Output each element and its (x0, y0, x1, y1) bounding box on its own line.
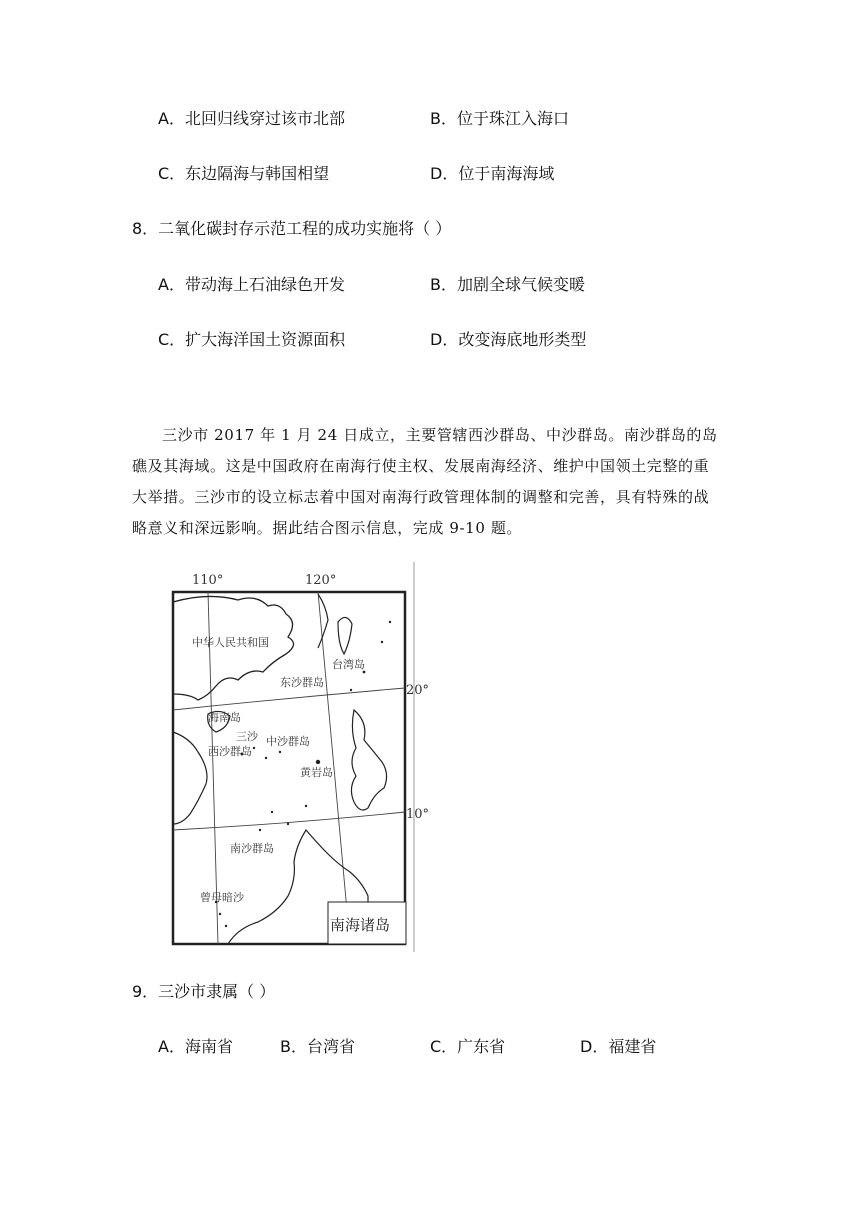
map-label-taiwan: 台湾岛 (332, 658, 365, 671)
q7-option-c: C．东边隔海与韩国相望 (158, 164, 330, 183)
lat-label-20: 20° (406, 683, 430, 698)
map-label-huangyan: 黄岩岛 (300, 766, 333, 779)
passage-text: 三沙市 2017 年 1 月 24 日成立，主要管辖西沙群岛、中沙群岛。南沙群岛的岛礁及其海域。这是中国政府在南海行使主权、发展南海经济、维护中国领土完整的重大举措。三沙市的设立标志着中国对南海行政管理体制的调整和完善，具有特殊的战略意义和深远影响。据此结合图示信息，完成 9-10 题。 (132, 426, 718, 537)
map-label-nansha: 南沙群岛 (230, 842, 274, 855)
map-label-zhongsha: 中沙群岛 (266, 735, 310, 748)
map-label-prc: 中华人民共和国 (192, 636, 269, 649)
map-label-zengmu: 曾母暗沙 (200, 891, 244, 904)
map-label-dongsha: 东沙群岛 (280, 676, 324, 689)
q7-option-a: A．北回归线穿过该市北部 (158, 109, 345, 128)
q9-stem: 9．三沙市隶属（ ） (132, 982, 276, 1001)
passage (132, 420, 722, 544)
lon-label-120: 120° (305, 573, 337, 588)
q8-stem: 8．二氧化碳封存示范工程的成功实施将（ ） (132, 219, 452, 238)
q8-option-b: B．加剧全球气候变暖 (430, 275, 585, 294)
map-label-xisha: 西沙群岛 (208, 745, 252, 758)
q9-option-a: A．海南省 (158, 1037, 233, 1056)
south-china-sea-map (168, 562, 430, 954)
q9-option-c: C．广东省 (430, 1037, 506, 1056)
lon-label-110: 110° (192, 573, 224, 588)
map-inset-title: 南海诸岛 (330, 916, 391, 934)
q9-option-b: B．台湾省 (280, 1037, 355, 1056)
q9-option-d: D．福建省 (580, 1037, 657, 1056)
map-label-sansha: 三沙 (236, 730, 258, 743)
q7-option-b: B．位于珠江入海口 (430, 109, 569, 128)
q8-option-c: C．扩大海洋国土资源面积 (158, 330, 346, 349)
q7-option-d: D．位于南海海域 (430, 164, 555, 183)
lat-label-10: 10° (406, 807, 430, 822)
q8-option-d: D．改变海底地形类型 (430, 330, 587, 349)
map-label-hainan: 海南岛 (208, 711, 241, 724)
q8-option-a: A．带动海上石油绿色开发 (158, 275, 345, 294)
